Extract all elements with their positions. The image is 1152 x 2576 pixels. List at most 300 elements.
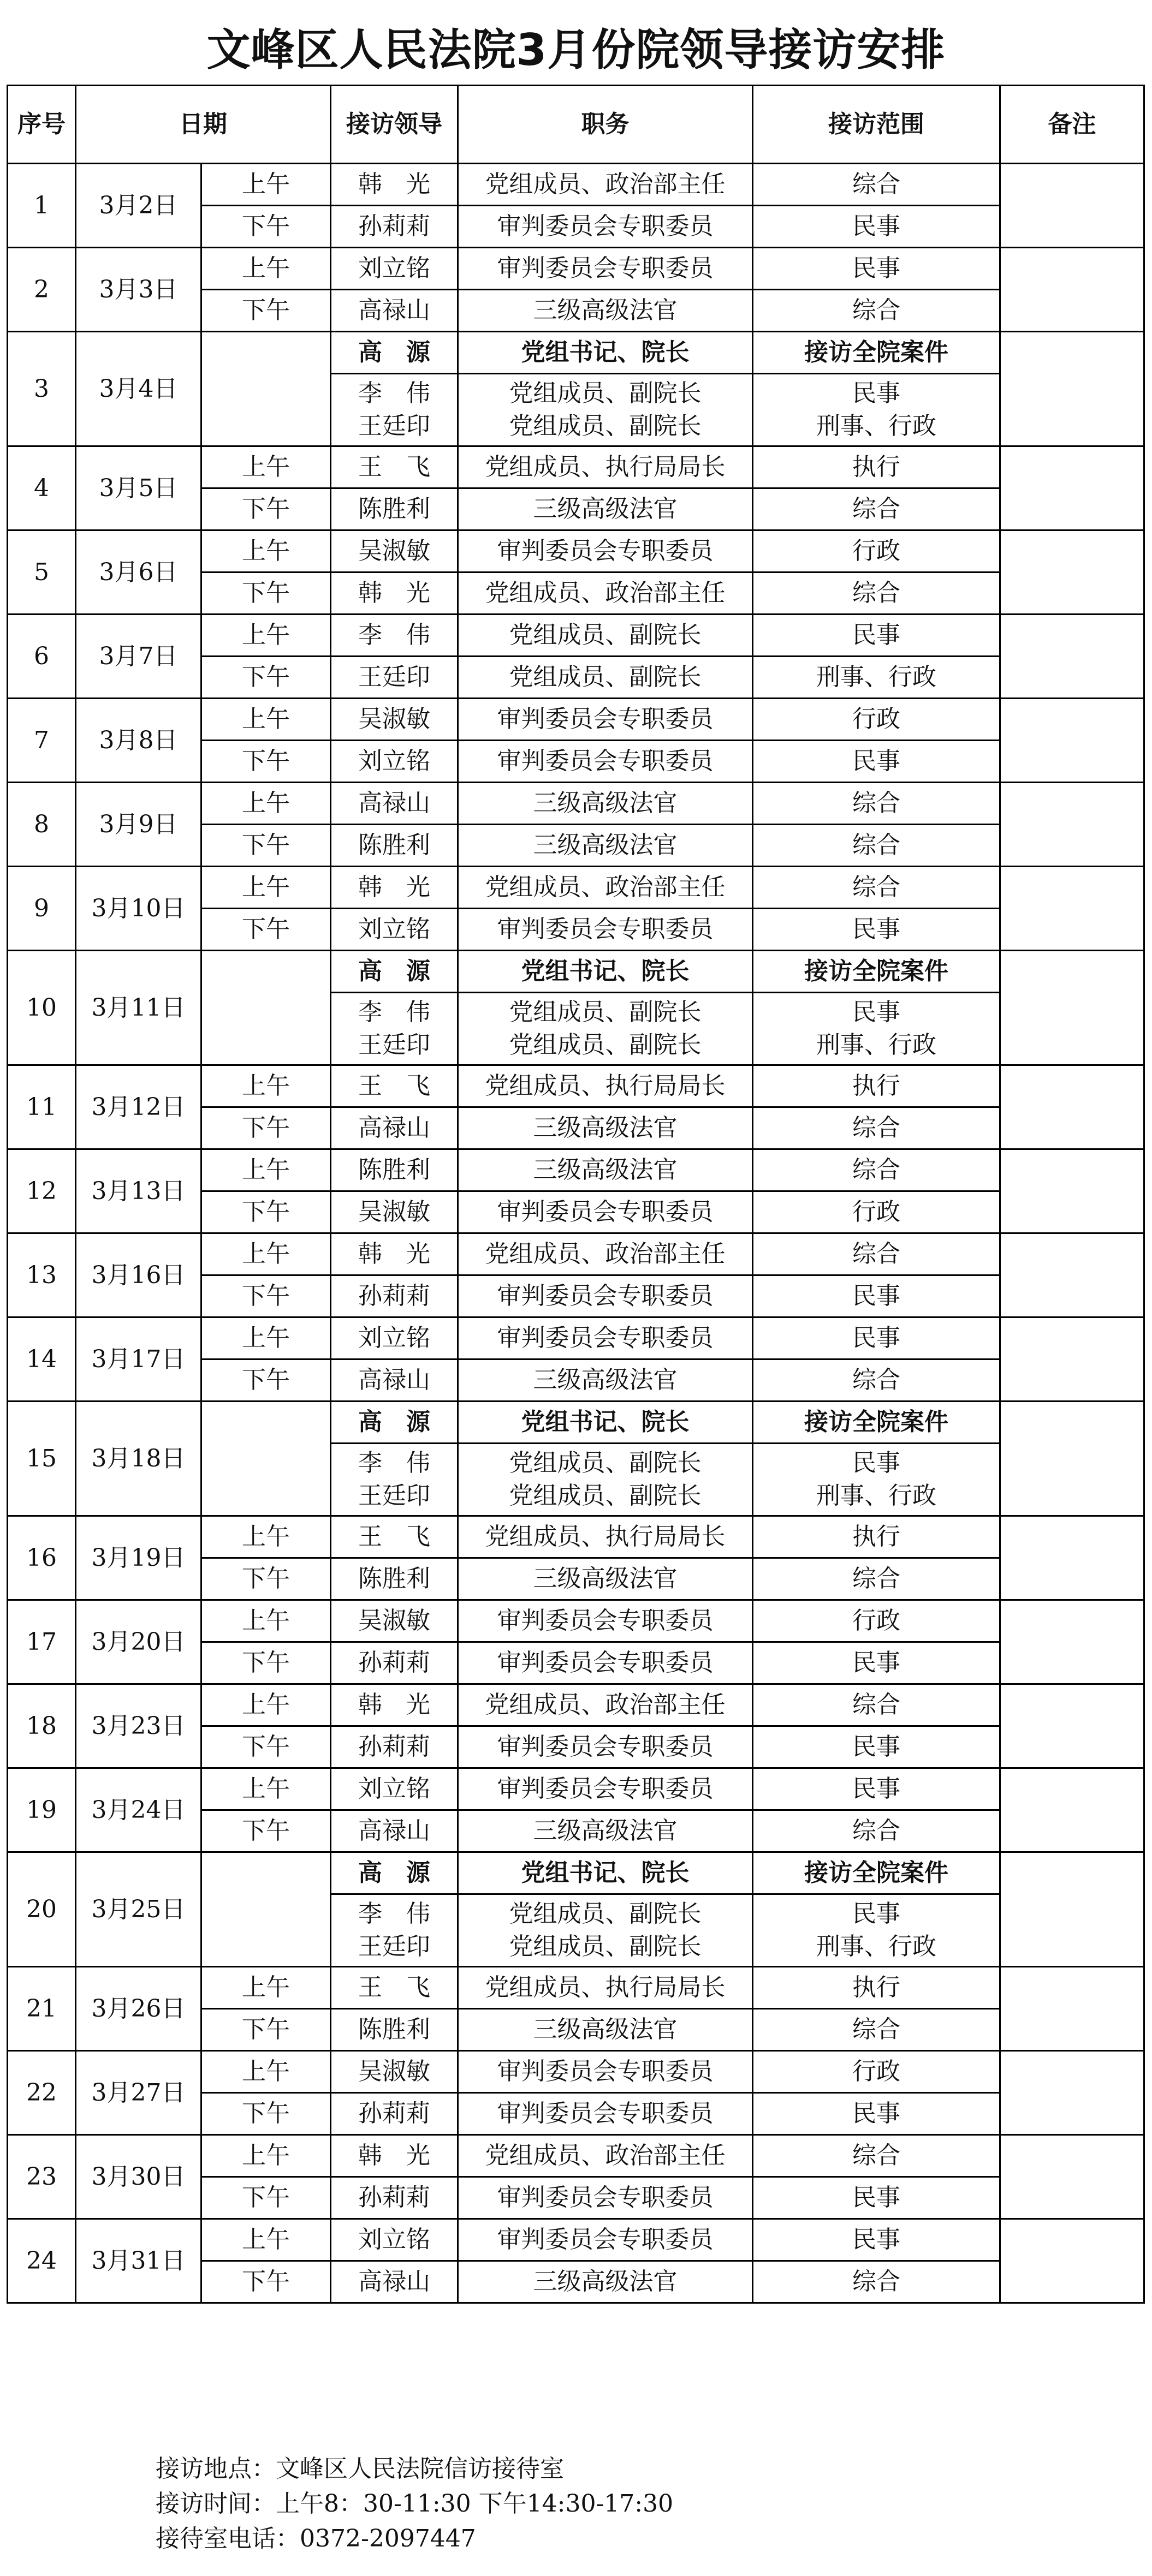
scope-cell: 综合 [753,1810,1000,1852]
table-row [8,446,1144,488]
period-pm: 下午 [201,825,331,867]
leader-cell: 王 飞 [331,1516,458,1558]
position-line: 党组成员、副院长 [509,1900,702,1928]
period-pm: 下午 [201,2009,331,2051]
leader-cell: 高 源 [331,332,458,374]
leader-line: 李 伟 [358,998,430,1026]
remark-cell [1000,867,1144,951]
date-cell: 3月13日 [76,1149,201,1233]
date-cell: 3月25日 [76,1852,201,1967]
leader-cell: 王 飞 [331,446,458,488]
position-cell: 审判委员会专职委员 [458,1275,753,1317]
position-cell: 审判委员会专职委员 [458,206,753,248]
seq-cell: 1 [8,164,76,248]
period-pm: 下午 [201,1726,331,1768]
position-cell: 党组成员、执行局局长 [458,1967,753,2009]
position-cell: 审判委员会专职委员 [458,1768,753,1810]
scope-cell: 综合 [753,2261,1000,2303]
header-leader: 接访领导 [331,86,458,164]
leader-cell: 吴淑敏 [331,699,458,741]
position-cell: 审判委员会专职委员 [458,1600,753,1642]
period-pm: 下午 [201,1642,331,1684]
scope-cell: 接访全院案件 [753,1852,1000,1894]
period-pm: 下午 [201,573,331,615]
scope-cell: 综合 [753,488,1000,530]
remark-cell [1000,1768,1144,1852]
scope-cell: 民事 [753,2219,1000,2261]
scope-cell: 执行 [753,446,1000,488]
period-pm: 下午 [201,2261,331,2303]
scope-cell: 刑事、行政 [753,657,1000,699]
period-am: 上午 [201,164,331,206]
seq-cell: 16 [8,1516,76,1600]
scope-cell: 综合 [753,1149,1000,1191]
position-cell: 审判委员会专职委员 [458,1726,753,1768]
period-am: 上午 [201,446,331,488]
period-empty [201,951,331,1065]
header-row [8,86,1144,164]
period-am: 上午 [201,1967,331,2009]
period-am: 上午 [201,248,331,290]
leader-cell: 李 伟 [331,615,458,657]
date-cell: 3月12日 [76,1065,201,1149]
period-pm: 下午 [201,909,331,951]
position-cell: 党组成员、执行局局长 [458,446,753,488]
position-cell: 三级高级法官 [458,1107,753,1149]
period-empty [201,1402,331,1516]
scope-cell: 民事 [753,248,1000,290]
period-am: 上午 [201,1516,331,1558]
leader-cell [331,1444,458,1516]
position-line: 党组成员、副院长 [509,379,702,407]
leader-cell: 刘立铭 [331,248,458,290]
remark-cell [1000,1317,1144,1402]
leader-cell: 高 源 [331,1852,458,1894]
leader-cell: 陈胜利 [331,2009,458,2051]
remark-cell [1000,783,1144,867]
scope-line: 民事 [852,998,900,1026]
leader-cell: 高禄山 [331,783,458,825]
leader-line: 李 伟 [358,1449,430,1477]
date-cell: 3月19日 [76,1516,201,1600]
period-am: 上午 [201,867,331,909]
remark-cell [1000,446,1144,530]
remark-cell [1000,1600,1144,1684]
leader-cell: 高禄山 [331,290,458,332]
leader-cell: 吴淑敏 [331,530,458,573]
table-row [8,699,1144,741]
seq-cell: 23 [8,2135,76,2219]
seq-cell: 17 [8,1600,76,1684]
period-am: 上午 [201,699,331,741]
seq-cell: 11 [8,1065,76,1149]
period-am: 上午 [201,1768,331,1810]
header-remark: 备注 [1000,86,1144,164]
position-line: 党组成员、副院长 [509,1933,702,1960]
seq-cell: 6 [8,615,76,699]
header-seq: 序号 [8,86,76,164]
leader-cell [331,374,458,446]
table-row [8,1600,1144,1642]
period-pm: 下午 [201,206,331,248]
scope-cell: 民事 [753,909,1000,951]
position-cell: 三级高级法官 [458,1558,753,1600]
seq-cell: 10 [8,951,76,1065]
scope-line: 刑事、行政 [816,1031,936,1059]
remark-cell [1000,951,1144,1065]
date-cell: 3月26日 [76,1967,201,2051]
scope-line: 民事 [852,379,900,407]
scope-cell: 行政 [753,1191,1000,1233]
period-am: 上午 [201,1065,331,1107]
scope-cell: 行政 [753,699,1000,741]
remark-cell [1000,1065,1144,1149]
remark-cell [1000,2219,1144,2303]
scope-cell: 民事 [753,1768,1000,1810]
date-cell: 3月7日 [76,615,201,699]
leader-cell: 韩 光 [331,2135,458,2177]
seq-cell: 4 [8,446,76,530]
period-pm: 下午 [201,657,331,699]
position-cell: 审判委员会专职委员 [458,2177,753,2219]
table-row [8,867,1144,909]
scope-cell: 民事 [753,1317,1000,1359]
date-cell: 3月8日 [76,699,201,783]
scope-cell: 民事 [753,206,1000,248]
table-row [8,1852,1144,1894]
position-cell: 党组成员、政治部主任 [458,867,753,909]
scope-cell: 接访全院案件 [753,1402,1000,1444]
leader-cell: 韩 光 [331,164,458,206]
leader-cell [331,993,458,1065]
seq-cell: 24 [8,2219,76,2303]
position-cell: 党组成员、政治部主任 [458,573,753,615]
remark-cell [1000,1402,1144,1516]
period-am: 上午 [201,2219,331,2261]
scope-cell: 综合 [753,1684,1000,1726]
seq-cell: 8 [8,783,76,867]
date-cell: 3月24日 [76,1768,201,1852]
header-position: 职务 [458,86,753,164]
table-row [8,530,1144,573]
position-cell: 党组书记、院长 [458,332,753,374]
position-cell: 审判委员会专职委员 [458,2093,753,2135]
position-cell: 党组书记、院长 [458,1402,753,1444]
position-cell: 党组成员、政治部主任 [458,1233,753,1275]
position-line: 党组成员、副院长 [509,998,702,1026]
position-cell: 审判委员会专职委员 [458,2219,753,2261]
scope-line: 刑事、行政 [816,1933,936,1960]
position-cell: 三级高级法官 [458,783,753,825]
scope-cell: 民事 [753,2177,1000,2219]
leader-cell: 高禄山 [331,1107,458,1149]
position-cell: 审判委员会专职委员 [458,699,753,741]
period-empty [201,332,331,446]
leader-cell: 高 源 [331,951,458,993]
period-pm: 下午 [201,2177,331,2219]
position-cell: 三级高级法官 [458,1149,753,1191]
position-cell: 党组成员、执行局局长 [458,1516,753,1558]
position-cell: 三级高级法官 [458,1810,753,1852]
table-row [8,1149,1144,1191]
scope-cell: 综合 [753,164,1000,206]
table-row [8,783,1144,825]
table-row [8,1402,1144,1444]
leader-cell: 孙莉莉 [331,1642,458,1684]
table-row [8,615,1144,657]
leader-line: 李 伟 [358,1900,430,1928]
table-row [8,2135,1144,2177]
period-am: 上午 [201,1233,331,1275]
period-am: 上午 [201,615,331,657]
period-pm: 下午 [201,290,331,332]
remark-cell [1000,1516,1144,1600]
seq-cell: 21 [8,1967,76,2051]
scope-cell: 执行 [753,1516,1000,1558]
scope-cell: 行政 [753,2051,1000,2093]
schedule-table [7,85,1145,2304]
leader-cell: 吴淑敏 [331,1600,458,1642]
position-cell: 审判委员会专职委员 [458,741,753,783]
leader-cell: 高禄山 [331,2261,458,2303]
position-cell: 审判委员会专职委员 [458,2051,753,2093]
leader-cell: 陈胜利 [331,488,458,530]
date-cell: 3月27日 [76,2051,201,2135]
leader-cell: 王 飞 [331,1065,458,1107]
leader-line: 王廷印 [358,1482,430,1510]
footer-notes [156,2452,975,2556]
position-cell: 审判委员会专职委员 [458,1642,753,1684]
date-cell: 3月5日 [76,446,201,530]
remark-cell [1000,1233,1144,1317]
date-cell: 3月9日 [76,783,201,867]
scope-cell: 民事 [753,741,1000,783]
leader-cell: 孙莉莉 [331,2093,458,2135]
scope-cell: 接访全院案件 [753,332,1000,374]
table-row [8,2219,1144,2261]
scope-line: 民事 [852,1449,900,1477]
leader-line: 王廷印 [358,1933,430,1960]
leader-cell: 刘立铭 [331,1768,458,1810]
period-am: 上午 [201,530,331,573]
position-cell: 审判委员会专职委员 [458,530,753,573]
date-cell: 3月23日 [76,1684,201,1768]
scope-cell [753,993,1000,1065]
seq-cell: 9 [8,867,76,951]
scope-cell [753,374,1000,446]
table-row [8,2051,1144,2093]
table-row [8,248,1144,290]
remark-cell [1000,1852,1144,1967]
period-am: 上午 [201,1317,331,1359]
period-pm: 下午 [201,1191,331,1233]
leader-cell: 刘立铭 [331,1317,458,1359]
leader-cell: 孙莉莉 [331,1726,458,1768]
table-row [8,164,1144,206]
note-phone: 接待室电话：0372-2097447 [156,2525,476,2553]
leader-cell: 刘立铭 [331,2219,458,2261]
seq-cell: 20 [8,1852,76,1967]
leader-cell: 孙莉莉 [331,1275,458,1317]
scope-cell: 综合 [753,1233,1000,1275]
period-am: 上午 [201,2135,331,2177]
position-cell: 三级高级法官 [458,1359,753,1402]
remark-cell [1000,248,1144,332]
period-pm: 下午 [201,741,331,783]
table-row [8,332,1144,374]
leader-cell: 陈胜利 [331,825,458,867]
seq-cell: 12 [8,1149,76,1233]
leader-cell: 刘立铭 [331,909,458,951]
document-title: 文峰区人民法院3月份院领导接访安排 [206,25,946,75]
remark-cell [1000,164,1144,248]
seq-cell: 2 [8,248,76,332]
position-cell [458,1444,753,1516]
leader-cell: 高 源 [331,1402,458,1444]
period-am: 上午 [201,1600,331,1642]
remark-cell [1000,1684,1144,1768]
date-cell: 3月10日 [76,867,201,951]
date-cell: 3月3日 [76,248,201,332]
position-cell: 党组书记、院长 [458,1852,753,1894]
note-location: 接访地点：文峰区人民法院信访接待室 [156,2455,564,2483]
remark-cell [1000,2135,1144,2219]
scope-cell: 综合 [753,1359,1000,1402]
table-row [8,1516,1144,1558]
period-am: 上午 [201,2051,331,2093]
seq-cell: 18 [8,1684,76,1768]
leader-cell: 韩 光 [331,1684,458,1726]
leader-cell: 陈胜利 [331,1149,458,1191]
position-cell: 党组成员、政治部主任 [458,164,753,206]
table-row [8,1768,1144,1810]
scope-cell [753,1444,1000,1516]
leader-cell: 吴淑敏 [331,2051,458,2093]
seq-cell: 13 [8,1233,76,1317]
scope-cell: 综合 [753,2009,1000,2051]
scope-cell: 行政 [753,530,1000,573]
scope-cell: 民事 [753,615,1000,657]
remark-cell [1000,615,1144,699]
position-cell [458,374,753,446]
period-am: 上午 [201,1684,331,1726]
leader-cell: 孙莉莉 [331,2177,458,2219]
position-cell: 审判委员会专职委员 [458,1191,753,1233]
seq-cell: 7 [8,699,76,783]
position-cell: 党组书记、院长 [458,951,753,993]
seq-cell: 22 [8,2051,76,2135]
leader-cell: 王 飞 [331,1967,458,2009]
period-pm: 下午 [201,2093,331,2135]
scope-cell: 执行 [753,1065,1000,1107]
seq-cell: 3 [8,332,76,446]
leader-cell: 高禄山 [331,1810,458,1852]
period-pm: 下午 [201,1558,331,1600]
period-pm: 下午 [201,1359,331,1402]
position-cell: 审判委员会专职委员 [458,248,753,290]
header-date: 日期 [76,86,331,164]
leader-line: 王廷印 [358,1031,430,1059]
leader-cell: 高禄山 [331,1359,458,1402]
position-cell [458,1894,753,1967]
table-row [8,1065,1144,1107]
date-cell: 3月2日 [76,164,201,248]
date-cell: 3月17日 [76,1317,201,1402]
seq-cell: 14 [8,1317,76,1402]
seq-cell: 5 [8,530,76,615]
scope-cell: 民事 [753,2093,1000,2135]
date-cell: 3月6日 [76,530,201,615]
remark-cell [1000,2051,1144,2135]
date-cell: 3月11日 [76,951,201,1065]
date-cell: 3月18日 [76,1402,201,1516]
scope-cell: 民事 [753,1275,1000,1317]
scope-line: 刑事、行政 [816,412,936,440]
leader-cell: 陈胜利 [331,1558,458,1600]
header-scope: 接访范围 [753,86,1000,164]
scope-line: 刑事、行政 [816,1482,936,1510]
table-row [8,1317,1144,1359]
table-row [8,1684,1144,1726]
position-cell: 党组成员、政治部主任 [458,1684,753,1726]
period-pm: 下午 [201,1107,331,1149]
position-cell: 党组成员、副院长 [458,615,753,657]
scope-cell: 综合 [753,867,1000,909]
scope-cell: 综合 [753,290,1000,332]
table-row [8,951,1144,993]
position-cell: 三级高级法官 [458,2009,753,2051]
leader-cell: 王廷印 [331,657,458,699]
position-line: 党组成员、副院长 [509,412,702,440]
scope-cell [753,1894,1000,1967]
scope-cell: 综合 [753,2135,1000,2177]
remark-cell [1000,332,1144,446]
scope-cell: 综合 [753,1558,1000,1600]
position-cell: 三级高级法官 [458,488,753,530]
leader-cell: 韩 光 [331,1233,458,1275]
scope-cell: 综合 [753,1107,1000,1149]
position-cell: 三级高级法官 [458,2261,753,2303]
leader-line: 王廷印 [358,412,430,440]
date-cell: 3月16日 [76,1233,201,1317]
position-cell: 审判委员会专职委员 [458,909,753,951]
position-cell [458,993,753,1065]
leader-cell: 韩 光 [331,867,458,909]
position-cell: 党组成员、执行局局长 [458,1065,753,1107]
leader-cell: 刘立铭 [331,741,458,783]
position-line: 党组成员、副院长 [509,1449,702,1477]
date-cell: 3月20日 [76,1600,201,1684]
position-line: 党组成员、副院长 [509,1482,702,1510]
remark-cell [1000,1149,1144,1233]
remark-cell [1000,699,1144,783]
scope-cell: 接访全院案件 [753,951,1000,993]
period-pm: 下午 [201,1810,331,1852]
scope-line: 民事 [852,1900,900,1928]
seq-cell: 15 [8,1402,76,1516]
position-cell: 三级高级法官 [458,825,753,867]
note-time: 接访时间：上午8：30-11:30 下午14:30-17:30 [156,2490,674,2518]
position-cell: 党组成员、副院长 [458,657,753,699]
remark-cell [1000,530,1144,615]
period-am: 上午 [201,1149,331,1191]
leader-cell: 孙莉莉 [331,206,458,248]
position-cell: 审判委员会专职委员 [458,1317,753,1359]
leader-cell: 吴淑敏 [331,1191,458,1233]
remark-cell [1000,1967,1144,2051]
scope-cell: 民事 [753,1642,1000,1684]
period-pm: 下午 [201,488,331,530]
